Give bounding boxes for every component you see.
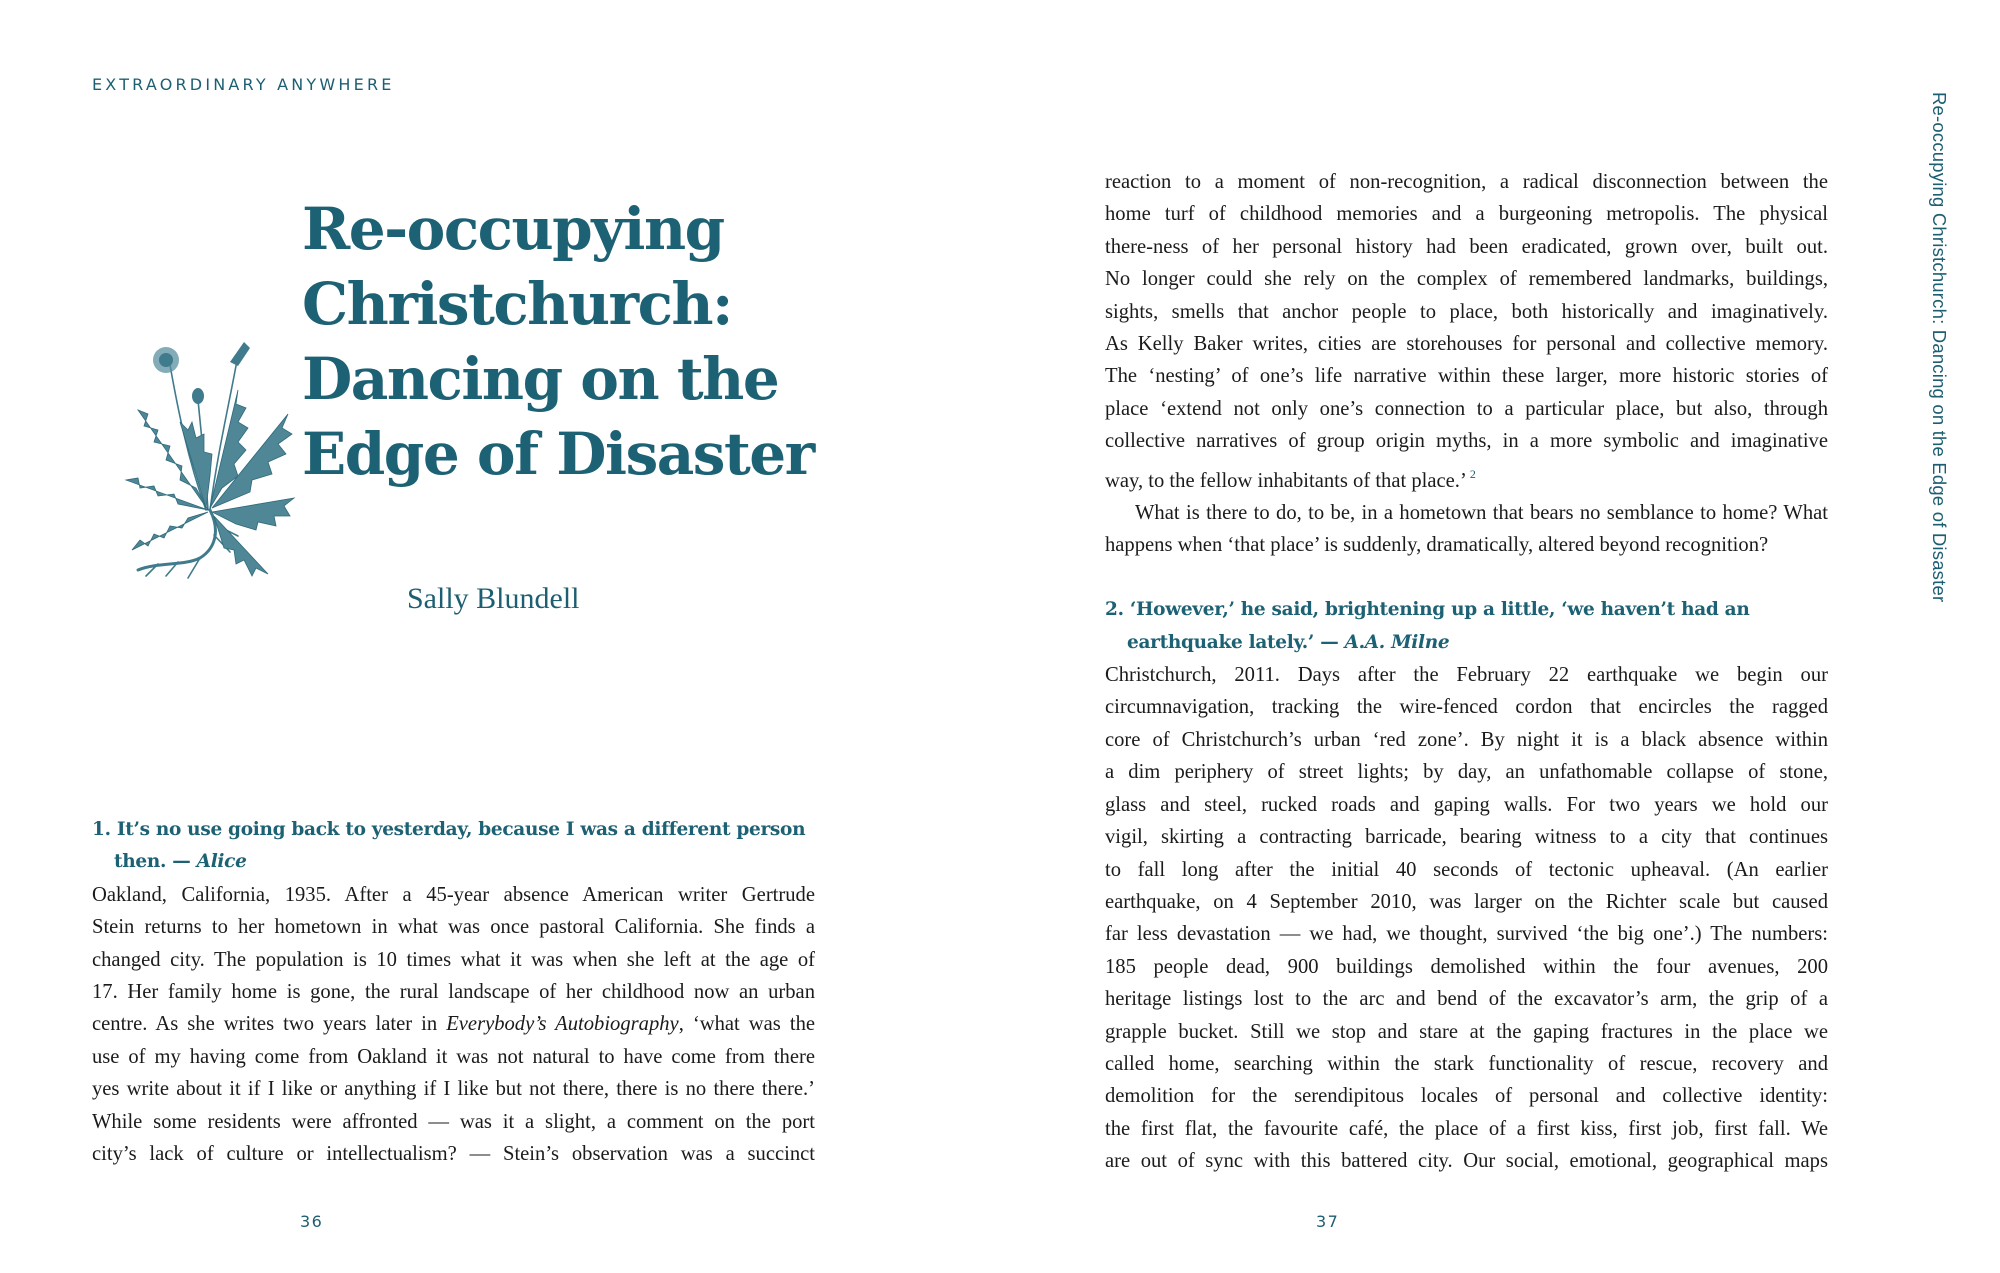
title-line: Edge of Disaster xyxy=(302,420,814,488)
section-heading-line xyxy=(92,846,815,878)
chapter-title xyxy=(302,192,922,492)
text-line: use of my having come from Oakland it was not natural to have come from there xyxy=(92,1045,815,1068)
text-span: way, to the fellow inhabitants of that place.’ xyxy=(1105,469,1467,492)
dandelion-illustration-icon xyxy=(118,330,303,580)
page-number-left: 36 xyxy=(300,1212,324,1231)
title-line: Dancing on the xyxy=(302,345,779,413)
author-name: Sally Blundell xyxy=(407,582,580,615)
text-line: 185 people dead, 900 buildings demolished within the four avenues, 200 xyxy=(1105,955,1828,978)
text-line: circumnavigation, tracking the wire-fenced cordon that encircles the ragged xyxy=(1105,696,1828,719)
heading-text: earthquake lately.’ — xyxy=(1127,631,1345,653)
text-line: The ‘nesting’ of one’s life narrative within these larger, more historic stories of xyxy=(1105,365,1828,388)
book-title: Everybody’s Autobiography xyxy=(446,1013,679,1036)
title-line: Christchurch: xyxy=(302,270,732,338)
section-heading-line: 1. It’s no use going back to yesterday, because I was a different person xyxy=(92,819,806,840)
text-line: the first flat, the favourite café, the place of a first kiss, first job, first fall. We xyxy=(1105,1117,1828,1140)
quote-source: A.A. Milne xyxy=(1344,631,1450,653)
body-paragraph xyxy=(1105,166,1828,497)
text-line: sights, smells that anchor people to place, both historically and imaginatively. xyxy=(1105,300,1828,323)
text-line: grapple bucket. Still we stop and stare at the gaping fractures in the place we xyxy=(1105,1020,1828,1043)
left-page-body xyxy=(92,814,815,1170)
running-head-right-vertical: Re-occupying Christchurch: Dancing on the Edge of Disaster xyxy=(1929,92,1950,603)
section-heading-1 xyxy=(92,814,815,879)
text-line: No longer could she rely on the complex of remembered landmarks, buildings, xyxy=(1105,268,1828,291)
text-span: centre. As she writes two years later in xyxy=(92,1013,447,1036)
text-line: Oakland, California, 1935. After a 45-year absence American writer Gertrude xyxy=(92,883,815,906)
running-head-left: EXTRAORDINARY ANYWHERE xyxy=(92,75,395,94)
text-line: earthquake, on 4 September 2010, was larger on the Richter scale but caused xyxy=(1105,890,1828,913)
text-line: city’s lack of culture or intellectualism? — Stein’s observation was a succinct xyxy=(92,1143,815,1166)
text-line xyxy=(1105,458,1828,497)
text-line: reaction to a moment of non-recognition, a radical disconnection between the xyxy=(1105,171,1828,193)
right-page-body xyxy=(1105,166,1828,1178)
section-spacer xyxy=(1105,562,1828,594)
footnote-reference[interactable]: 2 xyxy=(1469,466,1476,481)
text-span: , ‘what was the xyxy=(678,1013,816,1036)
heading-text: then. — xyxy=(114,851,197,873)
text-line: called home, searching within the stark functionality of rescue, recovery and xyxy=(1105,1052,1828,1075)
text-line: changed city. The population is 10 times what it was when she left at the age of xyxy=(92,948,815,971)
text-line: home turf of childhood memories and a burgeoning metropolis. The physical xyxy=(1105,203,1828,226)
section-heading-2 xyxy=(1105,594,1828,659)
text-line: As Kelly Baker writes, cities are storehouses for personal and collective memory. xyxy=(1105,333,1828,356)
text-line: yes write about it if I like or anything if I like but not there, there is no there there.’ xyxy=(92,1078,815,1101)
text-line: happens when ‘that place’ is suddenly, dramatically, altered beyond recognition? xyxy=(1105,534,1769,557)
page-number-right: 37 xyxy=(1316,1212,1340,1231)
text-line: vigil, skirting a contracting barricade, bearing witness to a city that continues xyxy=(1105,826,1828,849)
text-line: glass and steel, rucked roads and gaping walls. For two years we hold our xyxy=(1105,793,1828,816)
text-line: are out of sync with this battered city. Our social, emotional, geographical maps xyxy=(1105,1150,1828,1173)
text-line: to fall long after the initial 40 seconds of tectonic upheaval. (An earlier xyxy=(1105,858,1828,881)
text-line: collective narratives of group origin myths, in a more symbolic and imaginative xyxy=(1105,430,1828,453)
quote-source: Alice xyxy=(196,851,247,873)
body-paragraph xyxy=(92,879,815,1171)
text-line: a dim periphery of street lights; by day, an unfathomable collapse of stone, xyxy=(1105,761,1828,784)
section-heading-line: 2. ‘However,’ he said, brightening up a little, ‘we haven’t had an xyxy=(1105,599,1750,621)
text-line: far less devastation — we had, we thought, survived ‘the big one’.) The numbers: xyxy=(1105,923,1828,946)
body-paragraph xyxy=(1105,497,1828,562)
text-line: place ‘extend not only one’s connection to a particular place, but also, through xyxy=(1105,397,1828,420)
text-line xyxy=(92,1008,815,1040)
text-line: core of Christchurch’s urban ‘red zone’. By night it is a black absence within xyxy=(1105,728,1828,751)
text-line: heritage listings lost to the arc and bend of the excavator’s arm, the grip of a xyxy=(1105,988,1828,1011)
body-paragraph xyxy=(1105,659,1828,1178)
text-line: 17. Her family home is gone, the rural landscape of her childhood now an urban xyxy=(92,981,815,1004)
text-line: Stein returns to her hometown in what was once pastoral California. She finds a xyxy=(92,916,815,939)
text-line: What is there to do, to be, in a hometown that bears no semblance to home? What xyxy=(1135,502,1828,525)
section-heading-line xyxy=(1105,627,1828,659)
text-line: demolition for the serendipitous locales of personal and collective identity: xyxy=(1105,1085,1828,1108)
title-line: Re-occupying xyxy=(302,195,724,263)
text-line: While some residents were affronted — was it a slight, a comment on the port xyxy=(92,1110,815,1133)
text-line: there-ness of her personal history had been eradicated, grown over, built out. xyxy=(1105,235,1828,258)
text-line: Christchurch, 2011. Days after the February 22 earthquake we begin our xyxy=(1105,664,1828,687)
